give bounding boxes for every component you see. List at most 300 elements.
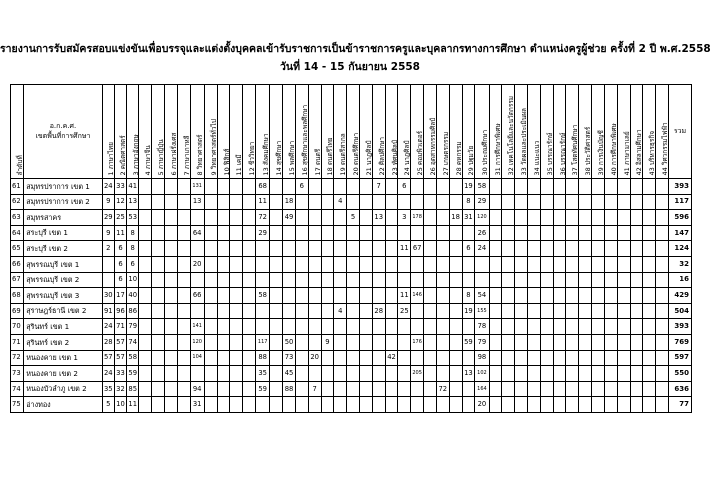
cell-subject-40 bbox=[604, 194, 617, 210]
cell-subject-8: 66 bbox=[190, 288, 204, 304]
cell-subject-3: 86 bbox=[127, 303, 139, 319]
cell-subject-30: 155 bbox=[475, 303, 489, 319]
row-area-name: สุราษฎร์ธานี เขต 2 bbox=[24, 303, 102, 319]
cell-subject-42 bbox=[630, 381, 643, 397]
cell-subject-43 bbox=[643, 334, 656, 350]
cell-subject-34 bbox=[528, 303, 541, 319]
header-subject-13-label: 13 สังคมศึกษา bbox=[261, 132, 270, 175]
row-total: 16 bbox=[668, 272, 691, 288]
cell-subject-12 bbox=[243, 194, 256, 210]
cell-subject-14 bbox=[270, 272, 283, 288]
cell-subject-18 bbox=[321, 319, 334, 335]
cell-subject-41 bbox=[617, 288, 630, 304]
cell-subject-17 bbox=[308, 210, 321, 226]
cell-subject-27 bbox=[436, 256, 449, 272]
cell-subject-21 bbox=[360, 288, 373, 304]
cell-subject-20 bbox=[347, 350, 360, 366]
cell-subject-8: 31 bbox=[190, 397, 204, 413]
cell-subject-32 bbox=[502, 194, 515, 210]
cell-subject-5 bbox=[152, 225, 165, 241]
cell-subject-36 bbox=[553, 397, 566, 413]
cell-subject-33 bbox=[515, 288, 528, 304]
cell-subject-37 bbox=[566, 319, 579, 335]
row-area-name: สุพรรณบุรี เขต 1 bbox=[24, 256, 102, 272]
cell-subject-5 bbox=[152, 350, 165, 366]
cell-subject-10 bbox=[217, 256, 230, 272]
cell-subject-13: 117 bbox=[256, 334, 270, 350]
cell-subject-32 bbox=[502, 366, 515, 382]
cell-subject-42 bbox=[630, 225, 643, 241]
cell-subject-36 bbox=[553, 225, 566, 241]
cell-subject-43 bbox=[643, 241, 656, 257]
cell-subject-44 bbox=[656, 241, 669, 257]
cell-subject-5 bbox=[152, 381, 165, 397]
header-subject-17 bbox=[308, 85, 321, 179]
cell-subject-3: 10 bbox=[127, 272, 139, 288]
cell-subject-3: 74 bbox=[127, 334, 139, 350]
cell-subject-30 bbox=[475, 272, 489, 288]
cell-subject-15: 18 bbox=[283, 194, 296, 210]
cell-subject-33 bbox=[515, 350, 528, 366]
cell-subject-1: 9 bbox=[102, 194, 114, 210]
header-subject-7-label: 7 ภาษาเกาหลี bbox=[182, 134, 191, 175]
cell-subject-39 bbox=[592, 397, 605, 413]
cell-subject-13 bbox=[256, 303, 270, 319]
cell-subject-13: 29 bbox=[256, 225, 270, 241]
cell-subject-26 bbox=[424, 210, 437, 226]
cell-subject-16 bbox=[295, 397, 308, 413]
cell-subject-10 bbox=[217, 194, 230, 210]
row-number: 66 bbox=[11, 256, 24, 272]
cell-subject-7 bbox=[177, 194, 190, 210]
cell-subject-11 bbox=[230, 319, 243, 335]
cell-subject-19 bbox=[334, 381, 347, 397]
cell-subject-39 bbox=[592, 366, 605, 382]
header-subject-21-label: 21 นาฏศิลป์ bbox=[364, 139, 373, 175]
cell-subject-41 bbox=[617, 194, 630, 210]
cell-subject-7 bbox=[177, 334, 190, 350]
cell-subject-1: 57 bbox=[102, 350, 114, 366]
cell-subject-25 bbox=[411, 225, 424, 241]
cell-subject-17 bbox=[308, 303, 321, 319]
header-subject-41-label: 41 ภาษามาเลย์ bbox=[622, 130, 631, 175]
cell-subject-1: 24 bbox=[102, 366, 114, 382]
row-total: 769 bbox=[668, 334, 691, 350]
cell-subject-18 bbox=[321, 350, 334, 366]
cell-subject-39 bbox=[592, 225, 605, 241]
cell-subject-2: 25 bbox=[114, 210, 126, 226]
cell-subject-32 bbox=[502, 288, 515, 304]
cell-subject-11 bbox=[230, 381, 243, 397]
cell-subject-16 bbox=[295, 288, 308, 304]
cell-subject-13: 59 bbox=[256, 381, 270, 397]
cell-subject-6 bbox=[164, 397, 177, 413]
cell-subject-39 bbox=[592, 256, 605, 272]
row-total: 77 bbox=[668, 397, 691, 413]
cell-subject-43 bbox=[643, 179, 656, 195]
cell-subject-19 bbox=[334, 256, 347, 272]
cell-subject-35 bbox=[540, 179, 553, 195]
cell-subject-37 bbox=[566, 303, 579, 319]
cell-subject-1 bbox=[102, 272, 114, 288]
cell-subject-15 bbox=[283, 225, 296, 241]
cell-subject-41 bbox=[617, 334, 630, 350]
header-subject-3-label: 3 ภาษาอังกฤษ bbox=[131, 133, 140, 175]
table-header-row bbox=[11, 85, 692, 179]
cell-subject-41 bbox=[617, 272, 630, 288]
cell-subject-44 bbox=[656, 397, 669, 413]
cell-subject-17 bbox=[308, 225, 321, 241]
cell-subject-32 bbox=[502, 272, 515, 288]
row-number: 71 bbox=[11, 334, 24, 350]
header-subject-38 bbox=[579, 85, 592, 179]
cell-subject-40 bbox=[604, 397, 617, 413]
cell-subject-11 bbox=[230, 194, 243, 210]
cell-subject-25 bbox=[411, 350, 424, 366]
cell-subject-1: 5 bbox=[102, 397, 114, 413]
cell-subject-37 bbox=[566, 334, 579, 350]
cell-subject-27: 72 bbox=[436, 381, 449, 397]
cell-subject-5 bbox=[152, 210, 165, 226]
cell-subject-9 bbox=[204, 366, 217, 382]
cell-subject-14 bbox=[270, 194, 283, 210]
cell-subject-29: 8 bbox=[462, 288, 475, 304]
cell-subject-6 bbox=[164, 334, 177, 350]
cell-subject-39 bbox=[592, 272, 605, 288]
header-subject-5 bbox=[152, 85, 165, 179]
cell-subject-27 bbox=[436, 288, 449, 304]
cell-subject-13 bbox=[256, 272, 270, 288]
cell-subject-13 bbox=[256, 256, 270, 272]
cell-subject-5 bbox=[152, 288, 165, 304]
cell-subject-39 bbox=[592, 288, 605, 304]
header-subject-14 bbox=[270, 85, 283, 179]
cell-subject-36 bbox=[553, 179, 566, 195]
cell-subject-29: 8 bbox=[462, 194, 475, 210]
cell-subject-29 bbox=[462, 397, 475, 413]
cell-subject-17 bbox=[308, 334, 321, 350]
cell-subject-14 bbox=[270, 381, 283, 397]
cell-subject-24 bbox=[398, 366, 411, 382]
cell-subject-21 bbox=[360, 194, 373, 210]
cell-subject-6 bbox=[164, 366, 177, 382]
cell-subject-30: 26 bbox=[475, 225, 489, 241]
cell-subject-10 bbox=[217, 303, 230, 319]
header-subject-24-label: 24 นาฏศิลป์ bbox=[403, 139, 412, 175]
cell-subject-12 bbox=[243, 350, 256, 366]
cell-subject-9 bbox=[204, 210, 217, 226]
cell-subject-33 bbox=[515, 397, 528, 413]
cell-subject-1: 35 bbox=[102, 381, 114, 397]
cell-subject-38 bbox=[579, 334, 592, 350]
cell-subject-27 bbox=[436, 210, 449, 226]
cell-subject-14 bbox=[270, 225, 283, 241]
cell-subject-24: 25 bbox=[398, 303, 411, 319]
cell-subject-7 bbox=[177, 303, 190, 319]
row-number: 68 bbox=[11, 288, 24, 304]
cell-subject-11 bbox=[230, 350, 243, 366]
cell-subject-27 bbox=[436, 194, 449, 210]
cell-subject-28 bbox=[449, 303, 462, 319]
header-subject-22-label: 22 ศิลปศึกษา bbox=[377, 136, 386, 175]
cell-subject-36 bbox=[553, 272, 566, 288]
cell-subject-29 bbox=[462, 381, 475, 397]
cell-subject-20 bbox=[347, 225, 360, 241]
cell-subject-9 bbox=[204, 303, 217, 319]
cell-subject-44 bbox=[656, 272, 669, 288]
cell-subject-32 bbox=[502, 334, 515, 350]
header-area-name-line1: อ.ก.ค.ศ. bbox=[49, 122, 77, 131]
cell-subject-18 bbox=[321, 241, 334, 257]
cell-subject-25 bbox=[411, 381, 424, 397]
cell-subject-24: 6 bbox=[398, 179, 411, 195]
cell-subject-21 bbox=[360, 225, 373, 241]
cell-subject-7 bbox=[177, 350, 190, 366]
row-number: 67 bbox=[11, 272, 24, 288]
cell-subject-30: 102 bbox=[475, 366, 489, 382]
header-subject-23-label: 23 ทัศนศิลป์ bbox=[390, 139, 399, 175]
cell-subject-27 bbox=[436, 241, 449, 257]
cell-subject-43 bbox=[643, 194, 656, 210]
cell-subject-4 bbox=[139, 194, 152, 210]
cell-subject-13: 35 bbox=[256, 366, 270, 382]
cell-subject-20 bbox=[347, 303, 360, 319]
cell-subject-11 bbox=[230, 366, 243, 382]
cell-subject-43 bbox=[643, 303, 656, 319]
header-subject-36-label: 36 บรรณารักษ์ bbox=[558, 132, 567, 175]
cell-subject-1: 29 bbox=[102, 210, 114, 226]
header-subject-28 bbox=[449, 85, 462, 179]
cell-subject-41 bbox=[617, 350, 630, 366]
cell-subject-8: 13 bbox=[190, 194, 204, 210]
cell-subject-1 bbox=[102, 256, 114, 272]
table-row bbox=[11, 272, 692, 288]
header-subject-39-label: 39 การเงินบัญชี bbox=[596, 129, 605, 175]
cell-subject-14 bbox=[270, 179, 283, 195]
cell-subject-24 bbox=[398, 350, 411, 366]
cell-subject-35 bbox=[540, 319, 553, 335]
row-area-name: สมุทรปราการ เขต 1 bbox=[24, 179, 102, 195]
cell-subject-32 bbox=[502, 241, 515, 257]
cell-subject-34 bbox=[528, 366, 541, 382]
cell-subject-44 bbox=[656, 381, 669, 397]
header-subject-15-label: 15 พลศึกษา bbox=[288, 140, 297, 175]
cell-subject-10 bbox=[217, 350, 230, 366]
header-subject-21 bbox=[360, 85, 373, 179]
cell-subject-17: 7 bbox=[308, 381, 321, 397]
table-row bbox=[11, 350, 692, 366]
cell-subject-23 bbox=[385, 210, 398, 226]
cell-subject-3: 8 bbox=[127, 241, 139, 257]
header-subject-12 bbox=[243, 85, 256, 179]
cell-subject-26 bbox=[424, 319, 437, 335]
cell-subject-29 bbox=[462, 319, 475, 335]
cell-subject-32 bbox=[502, 210, 515, 226]
header-area-name-line2: เขตพื้นที่การศึกษา bbox=[35, 131, 91, 140]
cell-subject-34 bbox=[528, 179, 541, 195]
header-subject-35 bbox=[540, 85, 553, 179]
cell-subject-17 bbox=[308, 288, 321, 304]
cell-subject-20 bbox=[347, 256, 360, 272]
cell-subject-16 bbox=[295, 319, 308, 335]
cell-subject-43 bbox=[643, 272, 656, 288]
cell-subject-37 bbox=[566, 350, 579, 366]
row-area-name: สระบุรี เขต 1 bbox=[24, 225, 102, 241]
cell-subject-42 bbox=[630, 256, 643, 272]
cell-subject-14 bbox=[270, 256, 283, 272]
header-subject-1 bbox=[102, 85, 114, 179]
cell-subject-22: 13 bbox=[372, 210, 385, 226]
cell-subject-20 bbox=[347, 241, 360, 257]
cell-subject-28 bbox=[449, 350, 462, 366]
cell-subject-8: 131 bbox=[190, 179, 204, 195]
cell-subject-12 bbox=[243, 225, 256, 241]
header-subject-2-label: 2 คณิตศาสตร์ bbox=[119, 134, 128, 175]
cell-subject-7 bbox=[177, 288, 190, 304]
cell-subject-44 bbox=[656, 210, 669, 226]
cell-subject-25: 205 bbox=[411, 366, 424, 382]
cell-subject-4 bbox=[139, 350, 152, 366]
cell-subject-6 bbox=[164, 194, 177, 210]
cell-subject-32 bbox=[502, 381, 515, 397]
cell-subject-44 bbox=[656, 350, 669, 366]
header-subject-4 bbox=[139, 85, 152, 179]
cell-subject-20: 5 bbox=[347, 210, 360, 226]
cell-subject-8 bbox=[190, 303, 204, 319]
cell-subject-40 bbox=[604, 225, 617, 241]
cell-subject-17 bbox=[308, 256, 321, 272]
cell-subject-6 bbox=[164, 381, 177, 397]
cell-subject-31 bbox=[489, 319, 502, 335]
cell-subject-43 bbox=[643, 381, 656, 397]
report-title: รายงานการรับสมัครสอบแข่งขันเพื่อบรรจุและแต่งตั้งบุคคลเข้ารับราชการเป็นข้าราชการครูและบุคลากรทางการศึกษา ตำแหน่งครูผู้ช่วย ครั้งที่ 2 ปี พ.ศ.2558 bbox=[0, 43, 711, 55]
cell-subject-7 bbox=[177, 272, 190, 288]
cell-subject-44 bbox=[656, 366, 669, 382]
cell-subject-25: 178 bbox=[411, 210, 424, 226]
row-total: 124 bbox=[668, 241, 691, 257]
cell-subject-35 bbox=[540, 288, 553, 304]
cell-subject-33 bbox=[515, 210, 528, 226]
cell-subject-10 bbox=[217, 397, 230, 413]
cell-subject-22 bbox=[372, 288, 385, 304]
cell-subject-20 bbox=[347, 272, 360, 288]
cell-subject-24: 11 bbox=[398, 241, 411, 257]
cell-subject-18 bbox=[321, 397, 334, 413]
cell-subject-23 bbox=[385, 319, 398, 335]
cell-subject-1: 91 bbox=[102, 303, 114, 319]
cell-subject-8: 20 bbox=[190, 256, 204, 272]
cell-subject-2: 33 bbox=[114, 179, 126, 195]
cell-subject-43 bbox=[643, 256, 656, 272]
row-total: 550 bbox=[668, 366, 691, 382]
cell-subject-40 bbox=[604, 303, 617, 319]
cell-subject-35 bbox=[540, 397, 553, 413]
cell-subject-15 bbox=[283, 179, 296, 195]
cell-subject-9 bbox=[204, 381, 217, 397]
row-number: 64 bbox=[11, 225, 24, 241]
cell-subject-3: 40 bbox=[127, 288, 139, 304]
cell-subject-8: 120 bbox=[190, 334, 204, 350]
cell-subject-23 bbox=[385, 381, 398, 397]
header-subject-44-label: 44 วิศวกรรมไฟฟ้า bbox=[661, 121, 670, 175]
cell-subject-39 bbox=[592, 303, 605, 319]
cell-subject-16 bbox=[295, 350, 308, 366]
cell-subject-9 bbox=[204, 350, 217, 366]
cell-subject-42 bbox=[630, 179, 643, 195]
cell-subject-11 bbox=[230, 303, 243, 319]
cell-subject-37 bbox=[566, 241, 579, 257]
cell-subject-18 bbox=[321, 179, 334, 195]
cell-subject-27 bbox=[436, 350, 449, 366]
cell-subject-39 bbox=[592, 241, 605, 257]
cell-subject-7 bbox=[177, 225, 190, 241]
row-area-name: สุพรรณบุรี เขต 3 bbox=[24, 288, 102, 304]
cell-subject-12 bbox=[243, 381, 256, 397]
cell-subject-21 bbox=[360, 350, 373, 366]
cell-subject-43 bbox=[643, 288, 656, 304]
cell-subject-35 bbox=[540, 194, 553, 210]
cell-subject-7 bbox=[177, 397, 190, 413]
cell-subject-30: 29 bbox=[475, 194, 489, 210]
header-subject-26 bbox=[424, 85, 437, 179]
cell-subject-30: 24 bbox=[475, 241, 489, 257]
cell-subject-11 bbox=[230, 397, 243, 413]
header-subject-34 bbox=[528, 85, 541, 179]
cell-subject-28 bbox=[449, 397, 462, 413]
cell-subject-33 bbox=[515, 225, 528, 241]
cell-subject-19 bbox=[334, 319, 347, 335]
cell-subject-15 bbox=[283, 288, 296, 304]
cell-subject-12 bbox=[243, 303, 256, 319]
cell-subject-14 bbox=[270, 288, 283, 304]
header-subject-39 bbox=[592, 85, 605, 179]
cell-subject-6 bbox=[164, 225, 177, 241]
header-subject-24 bbox=[398, 85, 411, 179]
cell-subject-9 bbox=[204, 179, 217, 195]
header-subject-25 bbox=[411, 85, 424, 179]
header-subject-10-label: 10 ฟิสิกส์ bbox=[222, 148, 231, 175]
cell-subject-44 bbox=[656, 319, 669, 335]
cell-subject-37 bbox=[566, 272, 579, 288]
cell-subject-7 bbox=[177, 366, 190, 382]
cell-subject-14 bbox=[270, 350, 283, 366]
cell-subject-43 bbox=[643, 397, 656, 413]
cell-subject-23 bbox=[385, 194, 398, 210]
row-area-name: หนองคาย เขต 2 bbox=[24, 366, 102, 382]
cell-subject-25 bbox=[411, 194, 424, 210]
table-row bbox=[11, 210, 692, 226]
cell-subject-1: 9 bbox=[102, 225, 114, 241]
row-area-name: สมุทรสาคร bbox=[24, 210, 102, 226]
cell-subject-23 bbox=[385, 225, 398, 241]
cell-subject-42 bbox=[630, 350, 643, 366]
cell-subject-9 bbox=[204, 334, 217, 350]
cell-subject-31 bbox=[489, 256, 502, 272]
row-total: 429 bbox=[668, 288, 691, 304]
row-total: 596 bbox=[668, 210, 691, 226]
cell-subject-4 bbox=[139, 319, 152, 335]
header-subject-5-label: 5 ภาษาญี่ปุ่น bbox=[157, 138, 166, 175]
cell-subject-24 bbox=[398, 397, 411, 413]
cell-subject-24 bbox=[398, 381, 411, 397]
cell-subject-12 bbox=[243, 210, 256, 226]
cell-subject-17 bbox=[308, 179, 321, 195]
cell-subject-13 bbox=[256, 241, 270, 257]
header-subject-31 bbox=[489, 85, 502, 179]
cell-subject-26 bbox=[424, 334, 437, 350]
header-subject-34-label: 34 แนะแนว bbox=[532, 140, 541, 175]
cell-subject-14 bbox=[270, 397, 283, 413]
